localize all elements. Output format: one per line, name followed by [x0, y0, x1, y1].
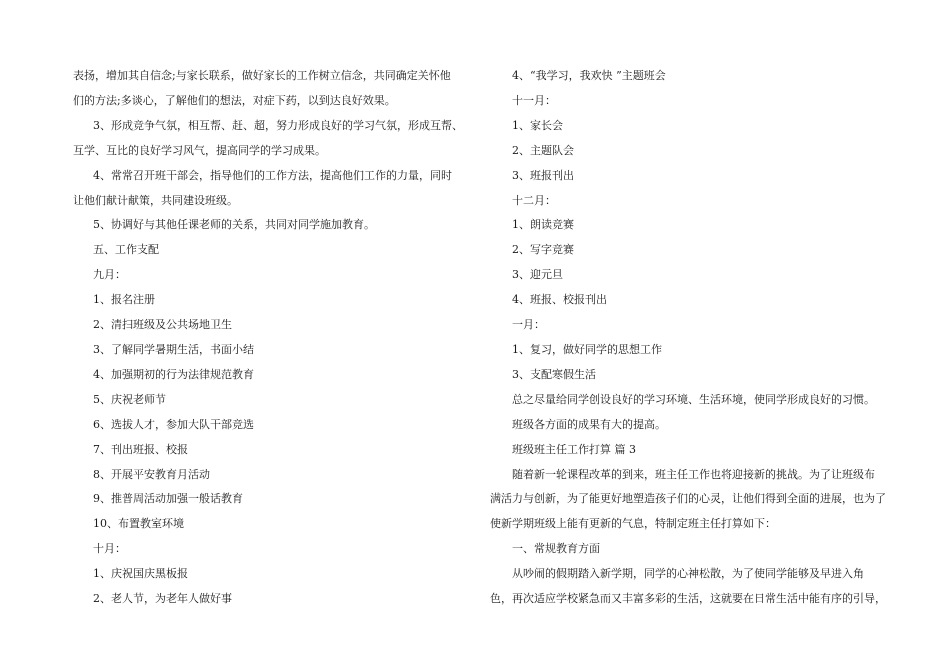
paragraph-line: 4、班报、校报刊出 [512, 293, 607, 307]
paragraph-line: 总之尽量给同学创设良好的学习环境、生活环境，使同学形成良好的习惯。 [512, 392, 875, 406]
paragraph-line: 班级班主任工作打算 篇 3 [512, 442, 636, 456]
paragraph-line: 1、庆祝国庆黑板报 [93, 567, 188, 581]
paragraph-line: 4、加强期初的行为法律规范教育 [93, 367, 254, 381]
paragraph-line: 2、老人节，为老年人做好事 [93, 592, 232, 606]
paragraph-line: 3、形成竞争气氛，相互帮、赶、超，努力形成良好的学习气氛，形成互帮、 [93, 118, 463, 132]
paragraph-line: 1、复习，做好同学的思想工作 [512, 342, 662, 356]
paragraph-line: 5、庆祝老师节 [93, 392, 166, 406]
paragraph-line: 九月： [93, 268, 126, 282]
paragraph-line: 3、迎元旦 [512, 268, 563, 282]
paragraph-line: 使新学期班级上能有更新的气息，特制定班主任打算如下： [490, 517, 776, 531]
paragraph-line: 5、协调好与其他任课老师的关系，共同对同学施加教育。 [93, 218, 375, 232]
paragraph-line: 4、“我学习，我欢快 ”主题班会 [512, 69, 666, 82]
paragraph-line: 互学、互比的良好学习风气，提高同学的学习成果。 [73, 143, 326, 157]
paragraph-line: 一月： [512, 318, 545, 332]
paragraph-line: 2、主题队会 [512, 143, 574, 157]
paragraph-line: 6、选拔人才，参加大队干部竞选 [93, 417, 254, 431]
paragraph-line: 色，再次适应学校紧急而又丰富多彩的生活，这就要在日常生活中能有序的引导， [490, 592, 886, 606]
paragraph-line: 随着新一轮课程改革的到来，班主任工作也将迎接新的挑战。为了让班级布 [512, 467, 875, 481]
paragraph-line: 班级各方面的成果有大的提高。 [512, 417, 666, 431]
paragraph-line: 满活力与创新，为了能更好地塑造孩子们的心灵，让他们得到全面的进展，也为了 [490, 492, 886, 506]
paragraph-line: 3、支配寒假生活 [512, 367, 596, 381]
paragraph-line: 10、布置教室环境 [93, 517, 184, 531]
paragraph-line: 1、朗读竞赛 [512, 218, 574, 232]
paragraph-line: 们的方法;多谈心，了解他们的想法，对症下药，以到达良好效果。 [73, 93, 396, 107]
left-column [73, 64, 469, 612]
paragraph-line: 3、班报刊出 [512, 168, 574, 182]
paragraph-line: 表扬，增加其自信念;与家长联系，做好家长的工作树立信念，共同确定关怀他 [73, 69, 451, 82]
paragraph-line: 4、常常召开班干部会，指导他们的工作方法，提高他们工作的力量，同时 [93, 168, 452, 182]
paragraph-line: 2、写字竞赛 [512, 243, 574, 257]
paragraph-line: 1、报名注册 [93, 293, 155, 307]
paragraph-line: 一、常规教育方面 [512, 542, 600, 556]
paragraph-line: 十二月： [512, 193, 556, 207]
paragraph-line: 2、清扫班级及公共场地卫生 [93, 318, 232, 332]
paragraph-line: 9、推普周活动加强一般话教育 [93, 492, 243, 506]
paragraph-line: 从吵闹的假期踏入新学期，同学的心神松散，为了使同学能够及早进入角 [512, 567, 864, 581]
paragraph-line: 十一月： [512, 93, 556, 107]
paragraph-line: 7、刊出班报、校报 [93, 442, 188, 456]
paragraph-line: 3、了解同学暑期生活，书面小结 [93, 342, 254, 356]
right-column [490, 64, 887, 612]
paragraph-line: 十月： [93, 542, 126, 556]
paragraph-line: 1、家长会 [512, 118, 563, 132]
paragraph-line: 五、工作支配 [93, 243, 159, 257]
paragraph-line: 8、开展平安教育月活动 [93, 467, 210, 481]
paragraph-line: 让他们献计献策，共同建设班级。 [73, 193, 238, 207]
